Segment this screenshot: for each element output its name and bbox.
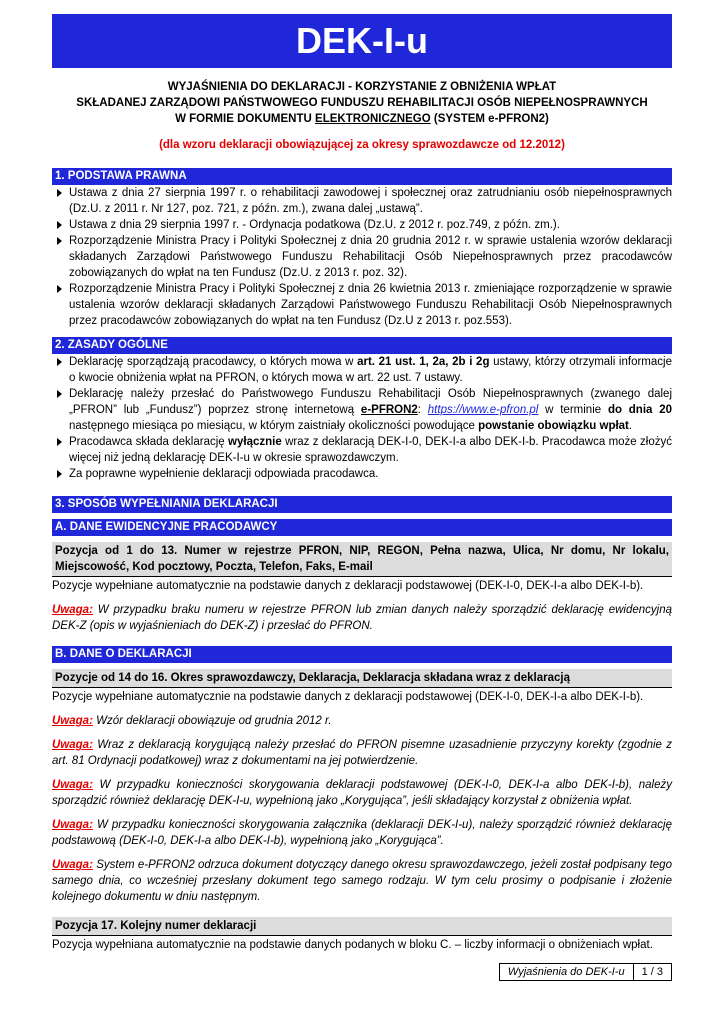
document-header — [52, 79, 672, 127]
note-text: W przypadku konieczności skorygowania załącznika (deklaracji DEK-I-u), należy sporządzić również deklarację podstawową (DEK-I-0, DEK-I-a albo DEK-I-b), wypełnioną jako „Korygująca”. — [52, 819, 672, 847]
item-bold: powstanie obowiązku wpłat — [478, 420, 629, 432]
section-title-1: 1. PODSTAWA PRAWNA — [52, 168, 672, 185]
section-title-3: 3. SPOSÓB WYPEŁNIANIA DEKLARACJI — [52, 496, 672, 513]
header-line-2: SKŁADANEJ ZARZĄDOWI PAŃSTWOWEGO FUNDUSZU REHABILITACJI OSÓB NIEPEŁNOSPRAWNYCH — [76, 97, 648, 109]
note — [52, 817, 672, 849]
note-text: W przypadku konieczności skorygowania deklaracji podstawowej (DEK-I-0, DEK-I-a albo DEK-I-b), należy sporządzić również deklarację DEK-I-u, wypełnioną jako „Korygująca”, jeśli składający korzystał z obniżenia wpłat. — [52, 779, 672, 807]
note-label: Uwaga: — [52, 819, 93, 831]
item-bold: wyłącznie — [228, 436, 282, 448]
list-item — [52, 434, 672, 466]
header-form: W FORMIE DOKUMENTU — [175, 113, 312, 125]
page-number: 1 / 3 — [641, 966, 663, 978]
note-label: Uwaga: — [52, 604, 93, 616]
note-label: Uwaga: — [52, 859, 93, 871]
header-line-3 — [52, 111, 672, 127]
position-body: Pozycje wypełniane automatycznie na podstawie danych z deklaracji podstawowej (DEK-I-0, DEK-I-a albo DEK-I-b). — [52, 580, 644, 592]
item-text: Deklarację sporządzają pracodawcy, o których mowa w — [69, 356, 358, 368]
position-body: Pozycja wypełniana automatycznie na podstawie danych podanych w bloku C. – liczby informacji o obniżeniach wpłat. — [52, 939, 653, 951]
note — [52, 737, 672, 769]
note-text: System e-PFRON2 odrzuca dokument dotyczący danego okresu sprawozdawczego, jeżeli został podpisany tego samego dnia, co wcześniej przesłany dokument tego samego rodzaju. W tym celu prosimy o podpisanie i złożenie kolejnego dokumentu w dniu następnym. — [52, 859, 672, 903]
note — [52, 602, 672, 634]
note-text: Wraz z deklaracją korygującą należy przesłać do PFRON pisemne uzasadnienie przyczyny korekty (zgodnie z art. 81 Ordynacji podatkowej) wraz z dokumentami na jej potwierdzenie. — [52, 739, 672, 767]
list-item: Ustawa z dnia 29 sierpnia 1997 r. - Ordynacja podatkowa (Dz.U. z 2012 r. poz.749, z późn. zm.). — [52, 217, 672, 233]
position-body: Pozycje wypełniane automatycznie na podstawie danych z deklaracji podstawowej (DEK-I-0, DEK-I-a albo DEK-I-b). — [52, 691, 644, 703]
section-title-b: B. DANE O DEKLARACJI — [52, 646, 672, 663]
document-banner: DEK-I-u — [52, 14, 672, 68]
note-text: W przypadku braku numeru w rejestrze PFRON lub zmian danych należy sporządzić deklarację ewidencyjną DEK-Z (opis w wyjaśnieniach do DEK-Z) i przesłać do PFRON. — [52, 604, 672, 632]
header-line-1: WYJAŚNIENIA DO DEKLARACJI - KORZYSTANIE Z OBNIŻENIA WPŁAT — [167, 81, 557, 93]
note — [52, 777, 672, 809]
item-text: wraz z deklaracją DEK-I-0, DEK-I-a albo DEK-I-b. Pracodawca może złożyć więcej niż jedną deklarację DEK-I-u w okresie sprawozdawczym. — [69, 436, 673, 464]
page-footer — [499, 963, 672, 981]
note-label: Uwaga: — [52, 715, 93, 727]
note-label: Uwaga: — [52, 779, 93, 791]
list-item: Rozporządzenie Ministra Pracy i Polityki Społecznej z dnia 20 grudnia 2012 r. w sprawie ustalenia wzorów deklaracji składanych Zarządowi Państwowego Funduszu Rehabilitacji Osób Niepełnosprawnych przez pracodawców zobowiązanych do wpłat na ten Fundusz (Dz.U. z 2013 r. poz. 32). — [52, 233, 672, 281]
list-item: Rozporządzenie Ministra Pracy i Polityki Społecznej z dnia 26 kwietnia 2013 r. zmieniające rozporządzenie w sprawie ustalenia wzorów deklaracji składanych Zarządowi Państwowego Funduszu Rehabilitacji Osób Niepełnosprawnych przez pracodawców zobowiązanych do wpłat na ten Fundusz (Dz.U z 2013 r. poz.553). — [52, 281, 672, 329]
note — [52, 857, 672, 905]
section-title-2: 2. ZASADY OGÓLNE — [52, 337, 672, 354]
note-label: Uwaga: — [52, 739, 93, 751]
item-text: w terminie — [538, 404, 608, 416]
item-text: . — [628, 420, 633, 432]
position-heading: Pozycja 17. Kolejny numer deklaracji — [52, 917, 672, 936]
section-title-a: A. DANE EWIDENCYJNE PRACODAWCY — [52, 519, 672, 536]
document-subtitle: (dla wzoru deklaracji obowiązującej za okresy sprawozdawcze od 12.2012) — [159, 139, 565, 151]
note — [52, 713, 672, 729]
position-heading: Pozycja od 1 do 13. Numer w rejestrze PFRON, NIP, REGON, Pełna nazwa, Ulica, Nr domu, Nr lokalu, Miejscowość, Kod pocztowy, Poczta, Telefon, Faks, E-mail — [52, 542, 672, 577]
pfron-link[interactable]: https://www.e-pfron.pl — [427, 404, 539, 416]
item-bold: do dnia 20 — [607, 404, 672, 416]
item-bold: e-PFRON2 — [360, 404, 418, 416]
list-item — [52, 386, 672, 434]
item-text: ustawy, którzy otrzymali informacje o kwocie obniżenia wpłat na PFRON, o których mowa w art. 22 ust. 7 ustawy. — [69, 356, 672, 384]
list-item: Za poprawne wypełnienie deklaracji odpowiada pracodawca. — [52, 466, 672, 482]
position-heading: Pozycje od 14 do 16. Okres sprawozdawczy, Deklaracja, Deklaracja składana wraz z deklaracją — [52, 669, 672, 688]
document-content — [52, 168, 672, 953]
header-system: (SYSTEM e-PFRON2) — [433, 113, 549, 125]
item-text: Deklarację należy przesłać do Państwowego Funduszu Rehabilitacji Osób Niepełnosprawnych (zwanego dalej „PFRON” lub „Fundusz”) poprzez stronę internetową — [69, 388, 672, 416]
list-item: Ustawa z dnia 27 sierpnia 1997 r. o rehabilitacji zawodowej i społecznej oraz zatrudnianiu osób niepełnosprawnych (Dz.U. z 2011 r. Nr 127, poz. 721, z późn. zm.), zwana dalej „ustawą”. — [52, 185, 672, 217]
list-item — [52, 354, 672, 386]
note-text: Wzór deklaracji obowiązuje od grudnia 2012 r. — [96, 715, 332, 727]
item-text: następnego miesiąca po miesiącu, w którym zaistniały okoliczności powodujące — [69, 420, 479, 432]
item-text: Pracodawca składa deklarację — [69, 436, 229, 448]
item-text: : — [417, 404, 428, 416]
header-electronic: ELEKTRONICZNEGO — [315, 113, 431, 125]
item-bold: art. 21 ust. 1, 2a, 2b i 2g — [357, 356, 490, 368]
footer-label: Wyjaśnienia do DEK-I-u — [500, 964, 634, 980]
